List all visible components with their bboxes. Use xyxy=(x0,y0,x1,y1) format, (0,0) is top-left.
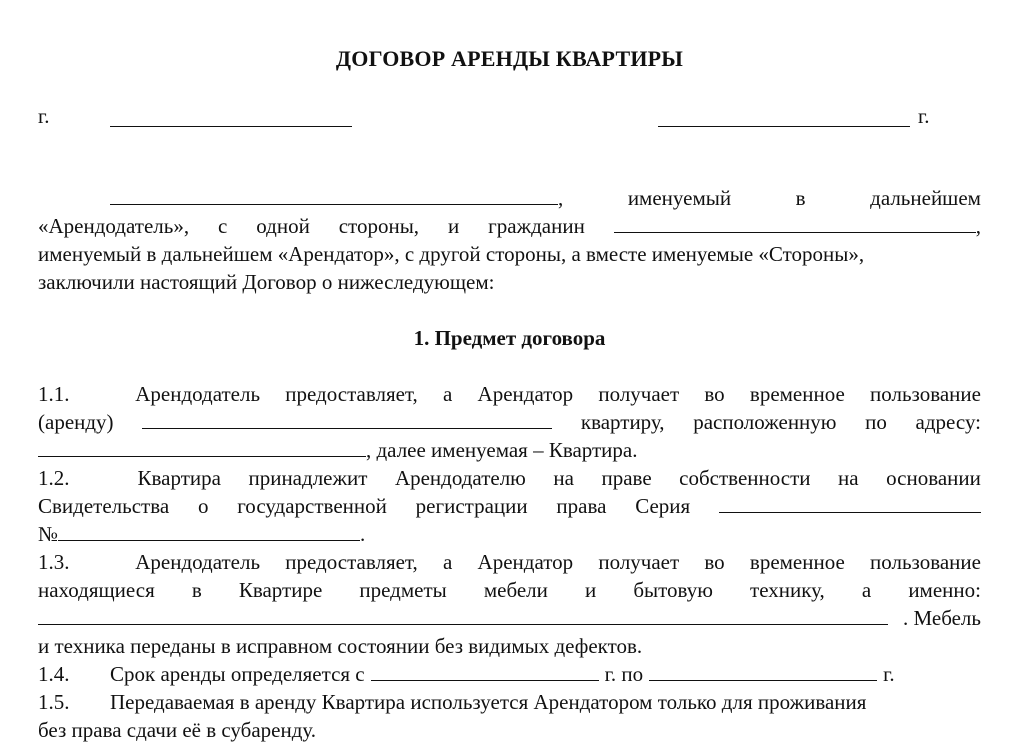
landlord-name-blank[interactable] xyxy=(110,184,558,205)
number-sign: № xyxy=(38,522,59,546)
comma: , xyxy=(975,214,981,238)
word: о xyxy=(197,494,209,518)
word: расположенную xyxy=(693,410,837,434)
city-date-line xyxy=(38,102,981,130)
tenant-group xyxy=(614,212,981,240)
rent-term-blank[interactable] xyxy=(142,408,552,429)
word: Свидетельства xyxy=(38,494,170,518)
word: мебели xyxy=(483,578,548,602)
word: одной xyxy=(256,214,310,238)
word: права xyxy=(556,494,607,518)
word: именуемый xyxy=(627,186,732,210)
clause-1-1-line-1 xyxy=(38,380,981,408)
word: получает xyxy=(598,382,680,406)
clause-1-3-line-1 xyxy=(38,548,981,576)
tenant-name-blank[interactable] xyxy=(614,212,976,233)
clause-number: 1.2. xyxy=(38,466,70,490)
clause-number: 1.1. xyxy=(38,382,70,406)
word: Квартире xyxy=(238,578,323,602)
word: в xyxy=(191,578,202,602)
clause-text: , далее именуемая – Квартира. xyxy=(366,438,638,462)
clause-number: 1.5. xyxy=(38,690,70,714)
word: дальнейшем xyxy=(870,186,981,210)
preamble-line-3: именуемый в дальнейшем «Арендатор», с другой стороны, а вместе именуемые «Стороны», xyxy=(38,242,865,266)
clause-1-2-line-2 xyxy=(38,492,981,520)
certificate-series-blank[interactable] xyxy=(719,492,981,513)
word: и xyxy=(585,578,597,602)
word: пользование xyxy=(870,550,981,574)
clause-number: 1.3. xyxy=(38,550,70,574)
word: Арендатор xyxy=(477,382,574,406)
word: Арендодатель xyxy=(135,382,261,406)
certificate-number-blank[interactable] xyxy=(58,520,360,541)
preamble-line-4: заключили настоящий Договор о нижеследующем: xyxy=(38,270,495,294)
word: на xyxy=(838,466,859,490)
word: технику, xyxy=(750,578,825,602)
word: предметы xyxy=(359,578,447,602)
word: бытовую xyxy=(633,578,713,602)
clause-text: Передаваемая в аренду Квартира используется Арендатором только для проживания xyxy=(110,690,867,714)
word: «Арендодатель», xyxy=(38,214,190,238)
word: государственной xyxy=(237,494,387,518)
section-1-title: 1. Предмет договора xyxy=(413,326,606,350)
clause-text: . xyxy=(360,522,366,546)
word: квартиру, xyxy=(580,410,665,434)
landlord-group xyxy=(110,184,563,212)
word: принадлежит xyxy=(248,466,368,490)
city-label: г. xyxy=(38,104,50,128)
furniture-list-blank[interactable] xyxy=(38,604,888,625)
word: собственности xyxy=(679,466,811,490)
clause-1-4-line xyxy=(38,660,981,688)
word: временное xyxy=(749,382,845,406)
clause-text: г. по xyxy=(604,662,644,686)
word: во xyxy=(704,382,725,406)
word: регистрации xyxy=(415,494,528,518)
word: на xyxy=(553,466,574,490)
clause-1-3-line-2 xyxy=(38,576,981,604)
word: а xyxy=(443,382,453,406)
comma: , xyxy=(558,186,564,210)
word: предоставляет, xyxy=(285,550,418,574)
word: и xyxy=(447,214,460,238)
clause-1-1-line-2 xyxy=(38,408,981,436)
clause-1-5-line-2: без права сдачи её в субаренду. xyxy=(38,718,317,742)
word: адресу: xyxy=(915,410,981,434)
word: Серия xyxy=(635,494,691,518)
preamble-line-2 xyxy=(38,212,981,240)
word: получает xyxy=(598,550,680,574)
date-blank[interactable] xyxy=(658,106,910,127)
word: Арендодатель xyxy=(135,550,261,574)
clause-number: 1.4. xyxy=(38,662,70,686)
clause-1-3-line-4: и техника переданы в исправном состоянии без видимых дефектов. xyxy=(38,634,643,658)
clause-text: . Мебель xyxy=(902,606,981,630)
preamble-line-1 xyxy=(38,184,981,212)
word: а xyxy=(443,550,453,574)
word: именно: xyxy=(908,578,981,602)
word: основании xyxy=(886,466,981,490)
word: а xyxy=(861,578,872,602)
word: во xyxy=(704,550,725,574)
word: находящиеся xyxy=(38,578,155,602)
word: праве xyxy=(601,466,652,490)
word: Квартира xyxy=(137,466,221,490)
word: Арендатор xyxy=(477,550,574,574)
document-page xyxy=(38,0,981,751)
word: временное xyxy=(749,550,845,574)
word: по xyxy=(865,410,887,434)
word: гражданин xyxy=(488,214,585,238)
word: с xyxy=(218,214,228,238)
word: Арендодателю xyxy=(394,466,526,490)
clause-1-2-line-1 xyxy=(38,464,981,492)
document-title: ДОГОВОР АРЕНДЫ КВАРТИРЫ xyxy=(335,46,684,71)
word: предоставляет, xyxy=(285,382,418,406)
word: в xyxy=(795,186,806,210)
word: стороны, xyxy=(338,214,420,238)
clause-1-5-line-1 xyxy=(38,688,981,716)
clause-1-2-line-3 xyxy=(38,520,981,548)
date-suffix: г. xyxy=(918,104,930,128)
clause-text: г. xyxy=(883,662,895,686)
clause-1-3-line-3 xyxy=(38,604,981,632)
clause-text: Срок аренды определяется с xyxy=(110,662,365,686)
start-date-blank[interactable] xyxy=(371,660,599,681)
word: (аренду) xyxy=(38,410,114,434)
address-blank[interactable] xyxy=(38,436,366,457)
end-date-blank[interactable] xyxy=(649,660,877,681)
clause-1-1-line-3 xyxy=(38,436,981,464)
word: пользование xyxy=(870,382,981,406)
city-blank[interactable] xyxy=(110,106,352,127)
